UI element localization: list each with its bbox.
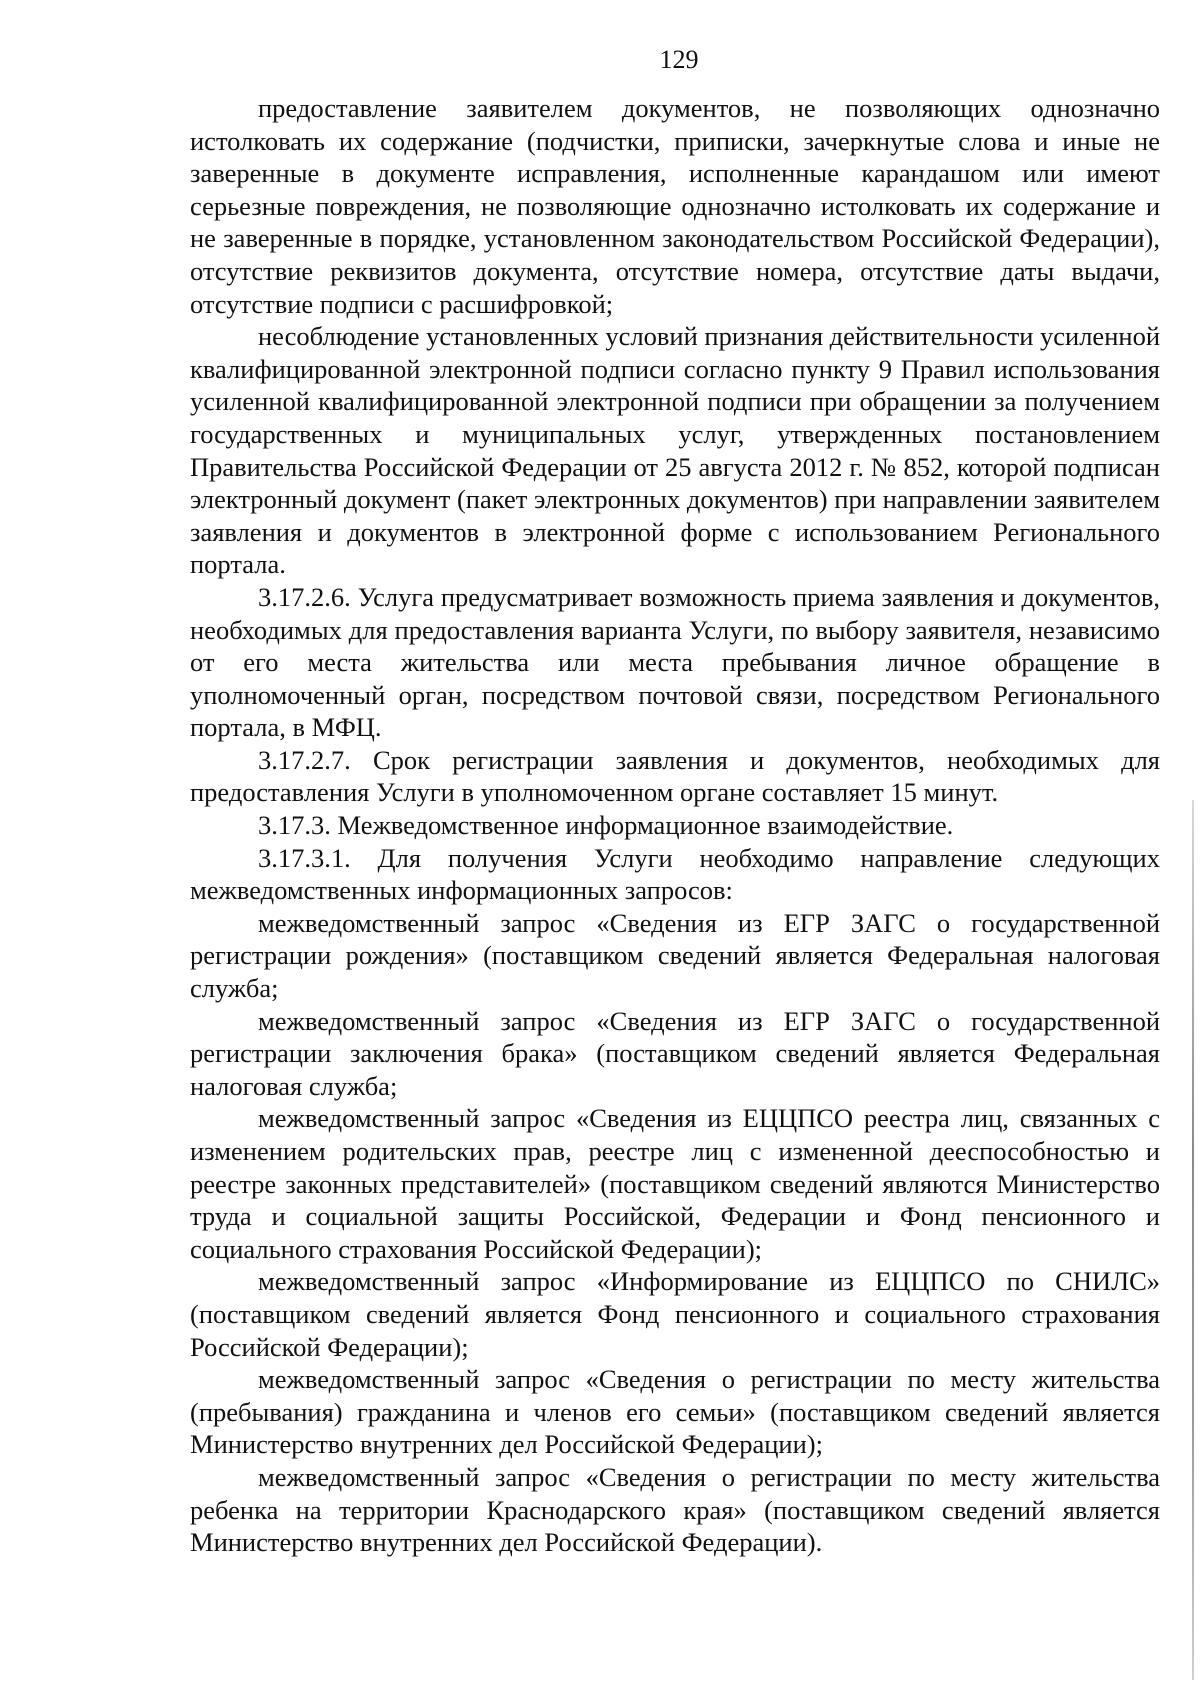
request-residence-family: межведомственный запрос «Сведения о регистрации по месту жительства (пребывания) гражданина и членов его семьи» (поставщиком сведений является Министерство внутренних дел Российской Федерации); <box>190 1364 1160 1460</box>
page-number: 129 <box>659 45 699 74</box>
request-marriage-registration: межведомственный запрос «Сведения из ЕГР ЗАГС о государственной регистрации заключения брака» (поставщиком сведений является Федеральная налоговая служба; <box>190 1005 1160 1101</box>
paragraph-3-17-3: 3.17.3. Межведомственное информационное взаимодействие. <box>258 810 954 841</box>
paragraph-invalid-documents: предоставление заявителем документов, не позволяющих однозначно истолковать их содержание (подчистки, приписки, зачеркнутые слова и иные не заверенные в документе исправления, исполненные карандашом или имеют серьезные повреждения, не позволяющие однозначно истолковать их содержание и не заверенные в порядке, установленном законодательством Российской Федерации), отсутствие реквизитов документа, отсутствие номера, отсутствие даты выдачи, отсутствие подписи с расшифровкой; <box>190 93 1160 319</box>
request-snils-info: межведомственный запрос «Информирование из ЕЦЦПСО по СНИЛС» (поставщиком сведений является Фонд пенсионного и социального страхования Российской Федерации); <box>190 1266 1160 1362</box>
scan-edge-line <box>1192 800 1194 1680</box>
paragraph-3-17-3-1: 3.17.3.1. Для получения Услуги необходимо направление следующих межведомственных информационных запросов: <box>190 842 1160 906</box>
request-parental-rights-registry: межведомственный запрос «Сведения из ЕЦЦПСО реестра лиц, связанных с изменением родительских прав, реестре лиц с измененной дееспособностью и реестре законных представителей» (поставщиком сведений являются Министерство труда и социальной защиты Российской, Федерации и Фонд пенсионного и социального страхования Российской Федерации); <box>190 1103 1160 1264</box>
paragraph-3-17-2-6: 3.17.2.6. Услуга предусматривает возможность приема заявления и документов, необходимых для предоставления варианта Услуги, по выбору заявителя, независимо от его места жительства или места пребывания личное обращение в уполномоченный орган, посредством почтовой связи, посредством Регионального портала, в МФЦ. <box>190 581 1160 743</box>
request-birth-registration: межведомственный запрос «Сведения из ЕГР ЗАГС о государственной регистрации рождения» (поставщиком сведений является Федеральная налоговая служба; <box>190 907 1160 1004</box>
document-body <box>190 92 1160 1559</box>
paragraph-signature-conditions: несоблюдение установленных условий признания действительности усиленной квалифицированной электронной подписи согласно пункту 9 Правил использования усиленной квалифицированной электронной подписи при обращении за получением государственных и муниципальных услуг, утвержденных постановлением Правительства Российской Федерации от 25 августа 2012 г. № 852, которой подписан электронный документ (пакет электронных документов) при направлении заявителем заявления и документов в электронной форме с использованием Регионального портала. <box>190 321 1160 580</box>
request-residence-child: межведомственный запрос «Сведения о регистрации по месту жительства ребенка на территории Краснодарского края» (поставщиком сведений является Министерство внутренних дел Российской Федерации). <box>190 1461 1160 1558</box>
paragraph-3-17-2-7: 3.17.2.7. Срок регистрации заявления и документов, необходимых для предоставления Услуги в уполномоченном органе составляет 15 минут. <box>190 744 1160 808</box>
